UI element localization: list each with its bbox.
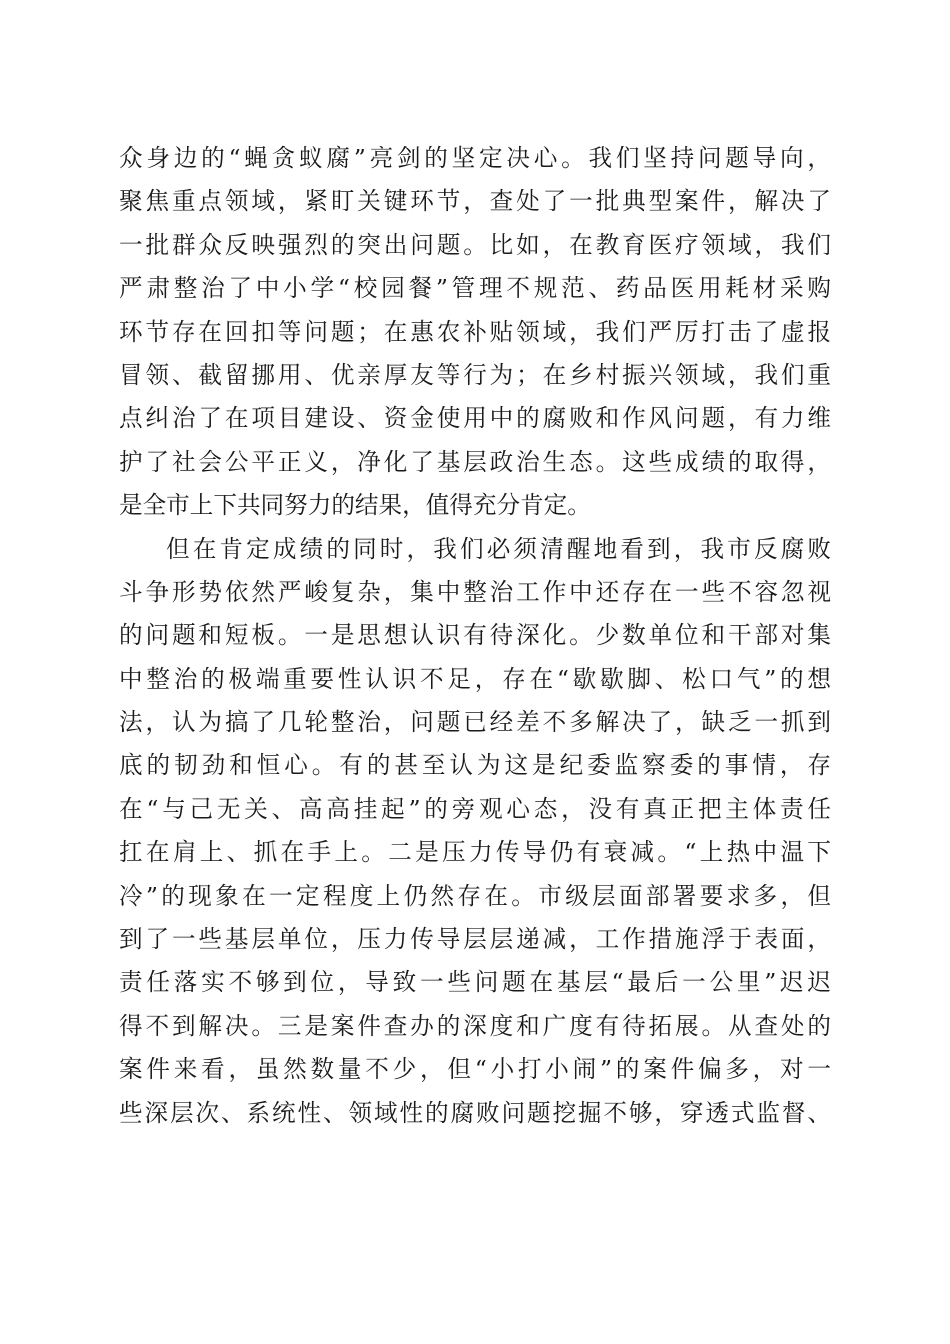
text-line: 中整治的极端重要性认识不足，存在“歇歇脚、松口气”的想 [119, 664, 831, 693]
text-line: 在“与己无关、高高挂起”的旁观心态，没有真正把主体责任 [119, 794, 831, 823]
text-line: 案件来看，虽然数量不少，但“小打小闹”的案件偏多，对一 [119, 1055, 831, 1084]
text-line: 的问题和短板。一是思想认识有待深化。少数单位和干部对集 [119, 621, 831, 650]
text-line: 点纠治了在项目建设、资金使用中的腐败和作风问题，有力维 [119, 404, 831, 433]
text-line: 到了一些基层单位，压力传导层层递减，工作措施浮于表面， [119, 925, 831, 954]
text-line: 一批群众反映强烈的突出问题。比如，在教育医疗领域，我们 [119, 230, 831, 259]
text-line: 环节存在回扣等问题；在惠农补贴领域，我们严厉打击了虚报 [119, 317, 831, 346]
body-text [119, 137, 831, 1135]
text-line: 法，认为搞了几轮整治，问题已经差不多解决了，缺乏一抓到 [119, 708, 831, 737]
text-line: 责任落实不够到位，导致一些问题在基层“最后一公里”迟迟 [119, 968, 831, 997]
text-line: 是全市上下共同努力的结果，值得充分肯定。 [119, 491, 591, 520]
text-line: 聚焦重点领域，紧盯关键环节，查处了一批典型案件，解决了 [119, 187, 831, 216]
text-line: 扛在肩上、抓在手上。二是压力传导仍有衰减。“上热中温下 [119, 838, 831, 867]
text-line: 严肃整治了中小学“校园餐”管理不规范、药品医用耗材采购 [119, 274, 831, 303]
text-line: 底的韧劲和恒心。有的甚至认为这是纪委监察委的事情，存 [119, 751, 831, 780]
text-line: 冷”的现象在一定程度上仍然存在。市级层面部署要求多，但 [119, 881, 831, 910]
paragraph-1 [119, 137, 831, 528]
text-line: 得不到解决。三是案件查办的深度和广度有待拓展。从查处的 [119, 1011, 831, 1040]
text-line: 护了社会公平正义，净化了基层政治生态。这些成绩的取得， [119, 447, 831, 476]
paragraph-2 [119, 528, 831, 1135]
text-line: 但在肯定成绩的同时，我们必须清醒地看到，我市反腐败 [166, 534, 831, 563]
text-line: 众身边的“蝇贪蚁腐”亮剑的坚定决心。我们坚持问题导向， [119, 144, 831, 172]
text-line: 冒领、截留挪用、优亲厚友等行为；在乡村振兴领域，我们重 [119, 360, 831, 389]
text-line: 斗争形势依然严峻复杂，集中整治工作中还存在一些不容忽视 [119, 577, 831, 606]
text-line: 些深层次、系统性、领域性的腐败问题挖掘不够，穿透式监督、 [119, 1098, 831, 1127]
